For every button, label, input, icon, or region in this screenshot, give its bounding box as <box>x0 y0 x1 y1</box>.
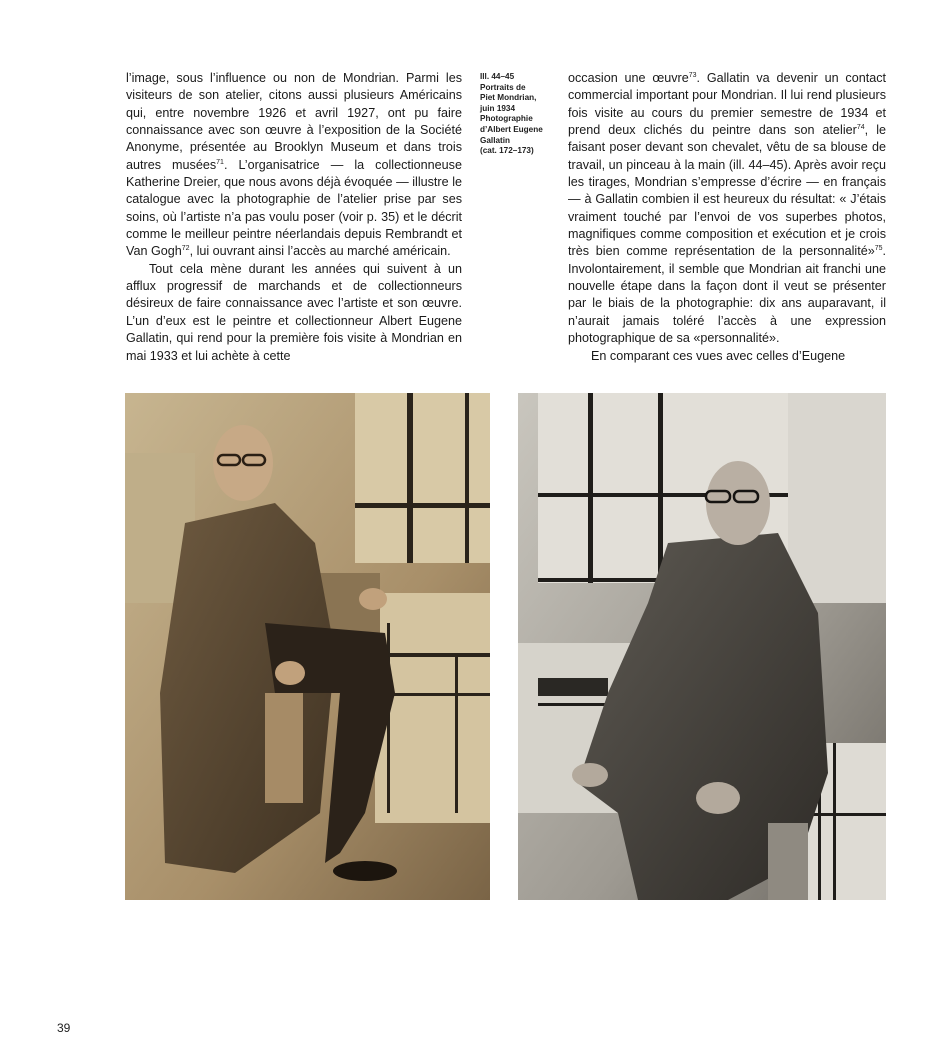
footnote-ref-75[interactable]: 75 <box>874 245 883 253</box>
caption-line: Gallatin <box>480 135 511 145</box>
footnote-ref-72[interactable]: 72 <box>181 245 190 253</box>
caption-line: Photographie <box>480 114 533 124</box>
footnote-ref-73[interactable]: 73 <box>688 72 697 79</box>
caption-line: Portraits de <box>480 82 526 92</box>
caption-line: d’Albert Eugene <box>480 124 543 134</box>
caption-line: Piet Mondrian, <box>480 93 537 103</box>
photo-portrait-right <box>518 393 886 900</box>
caption-line: juin 1934 <box>480 103 516 113</box>
photo-portrait-left <box>125 393 490 900</box>
right-text-column <box>568 70 886 365</box>
grayscale-portrait-image <box>518 393 886 900</box>
caption-line: (cat. 172–173) <box>480 146 534 156</box>
sepia-portrait-image <box>125 393 490 900</box>
footnote-ref-71[interactable]: 71 <box>216 158 224 166</box>
left-paragraph-1: l’image, sous l’influence ou non de Mondrian. Parmi les visiteurs de son atelier, citons aussi plusieurs Américains qui, entre novembre 1926 et avril 1927, ont pu faire connaissance avec son œuvre à l’exposition de la Société Anonyme, présentée au Brooklyn Museum et dans trois autres musées$^{71}$. L’organisatrice — la collectionneuse Katherine Dreier, que nous avons déjà évoquée — illustre le catalogue avec la photographie de l’atelier prise par ses soins, où l’artiste n’a pas voulu poser (voir p. 35) et le décrit comme le meilleur peintre néerlandais depuis Rembrandt et Van Gogh$^{72}$, lui ouvrant ainsi l’accès au marché américain. <box>126 71 462 259</box>
page-number: 39 <box>57 1021 71 1035</box>
left-text-column <box>126 70 462 365</box>
caption-line: Ill. 44–45 <box>480 72 515 81</box>
right-paragraph-2: En comparant ces vues avec celles d’Eugene <box>591 348 846 363</box>
figure-caption <box>480 72 560 157</box>
footnote-ref-74[interactable]: 74 <box>856 124 865 132</box>
left-paragraph-2: Tout cela mène durant les années qui suivent à un afflux progressif de marchands et de collectionneurs désireux de faire connaissance avec l’artiste et son œuvre. L’un d’eux est le peintre et collectionneur Albert Eugene Gallatin, qui rend pour la première fois visite à Mondrian en mai 1933 et lui achète à cette <box>126 261 462 363</box>
right-paragraph-1: occasion une œuvre$^{73}$. Gallatin va devenir un contact commercial important pour Mondrian. Il lui rend plusieurs fois visite au cours du premier semestre de 1934 et prend deux clichés du peintre dans son atelier$^{74}$, le faisant poser devant son chevalet, vêtu de sa blouse de travail, un pinceau à la main (ill. 44–45). Après avoir reçu les tirages, Mondrian s’empresse d’écrire — en français — à Gallatin combien il est heureux du résultat: « J’étais vraiment touché par l’envoi de vos superbes photos, magnifiques comme composition et exécution et je crois très bien comme représentation de la personnalité»$^{75}$. Involontairement, il semble que Mondrian ait franchi une nouvelle étape dans la façon dont il veut se présenter par le biais de la photographie: dix ans auparavant, il n’aurait jamais toléré l’accès à une expression photographique de sa «personnalité». <box>568 71 886 346</box>
